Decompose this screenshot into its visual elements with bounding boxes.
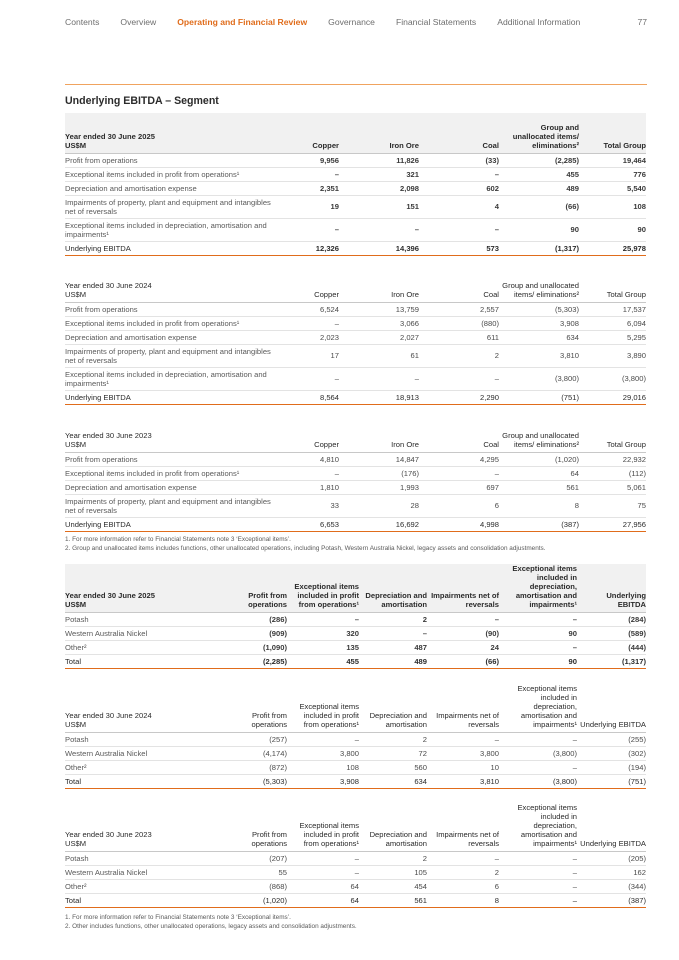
nav-contents[interactable]: Contents — [65, 17, 100, 27]
table-row — [65, 880, 646, 894]
cell-value: 151 — [339, 195, 419, 218]
cell-value: 3,890 — [579, 344, 646, 367]
column-header: Depreciation and amortisation — [359, 684, 427, 733]
total-value: 90 — [499, 655, 577, 669]
row-label: Exceptional items included in depreciation, amortisation and impairments¹ — [65, 367, 277, 390]
cell-value: – — [499, 866, 577, 880]
total-value: 489 — [359, 655, 427, 669]
cell-value: – — [277, 316, 339, 330]
cell-value: 3,908 — [499, 316, 579, 330]
total-value: 27,956 — [579, 517, 646, 531]
table-row — [65, 747, 646, 761]
cell-value: – — [419, 167, 499, 181]
cell-value: (2,285) — [499, 153, 579, 167]
cell-value: 2,098 — [339, 181, 419, 195]
column-header: Total Group — [579, 412, 646, 452]
cell-value: 28 — [339, 494, 419, 517]
table-row — [65, 367, 646, 390]
total-value: 25,978 — [579, 241, 646, 255]
total-value: 573 — [419, 241, 499, 255]
cell-value: 105 — [359, 866, 427, 880]
cell-value: 487 — [359, 641, 427, 655]
cell-value: (5,303) — [499, 302, 579, 316]
cell-value: – — [339, 218, 419, 241]
cell-value: – — [359, 627, 427, 641]
cell-value: – — [427, 613, 499, 627]
total-label: Underlying EBITDA — [65, 241, 277, 255]
column-header: Group and unallocated items/ eliminations² — [499, 113, 579, 153]
cell-value: (33) — [419, 153, 499, 167]
column-header: Copper — [277, 262, 339, 302]
cell-value: 3,800 — [427, 747, 499, 761]
cell-value: 561 — [499, 480, 579, 494]
column-header: Profit from operations — [225, 564, 287, 613]
unit-label: US$M — [65, 600, 87, 609]
cell-value: 33 — [277, 494, 339, 517]
row-label: Exceptional items included in profit from operations¹ — [65, 466, 277, 480]
cell-value: – — [499, 761, 577, 775]
cell-value: 64 — [287, 880, 359, 894]
cell-value: 8 — [499, 494, 579, 517]
cell-value: 321 — [339, 167, 419, 181]
segment-table-2024 — [65, 262, 646, 405]
column-header: Exceptional items included in depreciation, amortisation and impairments¹ — [499, 564, 577, 613]
unit-label: US$M — [65, 140, 87, 150]
column-header: Exceptional items included in depreciation, amortisation and impairments¹ — [499, 803, 577, 852]
cell-value: 6 — [427, 880, 499, 894]
column-header: Exceptional items included in profit from operations¹ — [287, 803, 359, 852]
footnotes-segment — [65, 535, 546, 553]
cell-value: – — [277, 218, 339, 241]
cell-value: 560 — [359, 761, 427, 775]
column-header: Iron Ore — [339, 113, 419, 153]
cell-value: (868) — [225, 880, 287, 894]
total-label: Total — [65, 894, 225, 908]
cell-value: 1,810 — [277, 480, 339, 494]
unit-label: US$M — [65, 839, 87, 848]
cell-value: 90 — [579, 218, 646, 241]
cell-value: 2,023 — [277, 330, 339, 344]
cell-value: 2,027 — [339, 330, 419, 344]
table-row — [65, 761, 646, 775]
cell-value: 2 — [359, 852, 427, 866]
row-label: Western Australia Nickel — [65, 627, 225, 641]
row-label: Western Australia Nickel — [65, 866, 225, 880]
row-label: Other² — [65, 641, 225, 655]
cell-value: – — [419, 218, 499, 241]
header-row — [65, 684, 646, 733]
column-header: Coal — [419, 412, 499, 452]
column-header: Profit from operations — [225, 684, 287, 733]
unit-label: US$M — [65, 289, 87, 299]
total-value: (1,317) — [577, 655, 646, 669]
cell-value: 9,956 — [277, 153, 339, 167]
group-table-2024 — [65, 684, 646, 789]
cell-value: (255) — [577, 733, 646, 747]
cell-value: 11,826 — [339, 153, 419, 167]
cell-value: 17,537 — [579, 302, 646, 316]
total-row — [65, 775, 646, 789]
table-row — [65, 627, 646, 641]
total-row — [65, 390, 646, 404]
column-header: Exceptional items included in depreciation, amortisation and impairments¹ — [499, 684, 577, 733]
column-header: Depreciation and amortisation — [359, 564, 427, 613]
row-label: Profit from operations — [65, 153, 277, 167]
cell-value: (90) — [427, 627, 499, 641]
cell-value: 634 — [499, 330, 579, 344]
total-label: Underlying EBITDA — [65, 517, 277, 531]
total-value: (3,800) — [499, 775, 577, 789]
row-label: Potash — [65, 613, 225, 627]
footnote-1: 1. For more information refer to Financial Statements note 3 ‘Exceptional items’. — [65, 914, 291, 921]
row-label: Impairments of property, plant and equipment and intangibles net of reversals — [65, 344, 277, 367]
year-label: Year ended 30 June 2023 — [65, 430, 152, 440]
cell-value: 2 — [359, 733, 427, 747]
cell-value: 489 — [499, 181, 579, 195]
total-value: 4,998 — [419, 517, 499, 531]
year-header — [65, 262, 277, 302]
total-value: 14,396 — [339, 241, 419, 255]
column-header: Impairments net of reversals — [427, 564, 499, 613]
total-value: 12,326 — [277, 241, 339, 255]
row-label: Potash — [65, 733, 225, 747]
cell-value: (344) — [577, 880, 646, 894]
column-header: Total Group — [579, 262, 646, 302]
cell-value: 320 — [287, 627, 359, 641]
column-header: Total Group — [579, 113, 646, 153]
column-header: Copper — [277, 412, 339, 452]
top-navigation — [65, 14, 647, 30]
total-value: (5,303) — [225, 775, 287, 789]
unit-label: US$M — [65, 720, 87, 729]
row-label: Other² — [65, 880, 225, 894]
column-header: Coal — [419, 262, 499, 302]
cell-value: 776 — [579, 167, 646, 181]
row-label: Profit from operations — [65, 452, 277, 466]
column-header: Impairments net of reversals — [427, 803, 499, 852]
total-value: 6,653 — [277, 517, 339, 531]
cell-value: 2,351 — [277, 181, 339, 195]
table-row — [65, 494, 646, 517]
footnote-2: 2. Group and unallocated items includes functions, other unallocated operations, including Potash, Western Australia Nickel, legacy assets and consolidation adjustments. — [65, 545, 546, 552]
cell-value: 697 — [419, 480, 499, 494]
row-label: Potash — [65, 852, 225, 866]
cell-value: – — [499, 613, 577, 627]
cell-value: – — [499, 733, 577, 747]
table-row — [65, 452, 646, 466]
row-label: Exceptional items included in profit from operations¹ — [65, 316, 277, 330]
cell-value: 6,524 — [277, 302, 339, 316]
year-label: Year ended 30 June 2024 — [65, 280, 152, 290]
cell-value: – — [427, 733, 499, 747]
total-value: 634 — [359, 775, 427, 789]
segment-table-2023 — [65, 412, 646, 532]
cell-value: (589) — [577, 627, 646, 641]
year-header — [65, 113, 277, 153]
header-row — [65, 803, 646, 852]
table-row — [65, 480, 646, 494]
cell-value: (4,174) — [225, 747, 287, 761]
cell-value: 162 — [577, 866, 646, 880]
cell-value: 4,810 — [277, 452, 339, 466]
cell-value: 135 — [287, 641, 359, 655]
segment-table-2025 — [65, 113, 646, 256]
total-value: (66) — [427, 655, 499, 669]
cell-value: 17 — [277, 344, 339, 367]
cell-value: – — [499, 880, 577, 894]
cell-value: – — [287, 733, 359, 747]
cell-value: (286) — [225, 613, 287, 627]
column-header: Exceptional items included in profit from operations¹ — [287, 564, 359, 613]
total-value: (1,020) — [225, 894, 287, 908]
cell-value: 455 — [499, 167, 579, 181]
table-row — [65, 613, 646, 627]
row-label: Depreciation and amortisation expense — [65, 181, 277, 195]
page-title: Underlying EBITDA – Segment — [65, 95, 219, 107]
cell-value: (284) — [577, 613, 646, 627]
total-value: 2,290 — [419, 390, 499, 404]
cell-value: 3,066 — [339, 316, 419, 330]
column-header: Iron Ore — [339, 262, 419, 302]
table-row — [65, 181, 646, 195]
header-row — [65, 564, 646, 613]
table-row — [65, 316, 646, 330]
total-value: (387) — [499, 517, 579, 531]
table-row — [65, 733, 646, 747]
total-value: 8,564 — [277, 390, 339, 404]
cell-value: – — [499, 852, 577, 866]
cell-value: 61 — [339, 344, 419, 367]
total-value: 3,810 — [427, 775, 499, 789]
year-label: Year ended 30 June 2025 — [65, 591, 155, 600]
column-header: Coal — [419, 113, 499, 153]
table-row — [65, 641, 646, 655]
row-label: Impairments of property, plant and equipment and intangibles net of reversals — [65, 195, 277, 218]
cell-value: (1,090) — [225, 641, 287, 655]
cell-value: 22,932 — [579, 452, 646, 466]
cell-value: 2 — [419, 344, 499, 367]
total-value: 8 — [427, 894, 499, 908]
row-label: Impairments of property, plant and equipment and intangibles net of reversals — [65, 494, 277, 517]
cell-value: 64 — [499, 466, 579, 480]
total-value: 29,016 — [579, 390, 646, 404]
column-header: Group and unallocated items/ eliminations² — [499, 412, 579, 452]
cell-value: 602 — [419, 181, 499, 195]
total-value: 3,908 — [287, 775, 359, 789]
cell-value: 1,993 — [339, 480, 419, 494]
cell-value: 3,810 — [499, 344, 579, 367]
cell-value: 2,557 — [419, 302, 499, 316]
total-value: (751) — [577, 775, 646, 789]
total-row — [65, 241, 646, 255]
cell-value: 90 — [499, 218, 579, 241]
table-row — [65, 866, 646, 880]
table-row — [65, 344, 646, 367]
cell-value: 75 — [579, 494, 646, 517]
column-header: Exceptional items included in profit from operations¹ — [287, 684, 359, 733]
cell-value: 4,295 — [419, 452, 499, 466]
cell-value: – — [287, 866, 359, 880]
cell-value: 14,847 — [339, 452, 419, 466]
cell-value: 3,800 — [287, 747, 359, 761]
cell-value: (205) — [577, 852, 646, 866]
group-table-2025 — [65, 564, 646, 669]
column-header: Depreciation and amortisation — [359, 803, 427, 852]
footnote-2: 2. Other includes functions, other unallocated operations, legacy assets and consolidation adjustments. — [65, 923, 357, 930]
nav-additional-information[interactable]: Additional Information — [497, 17, 581, 27]
total-value: 455 — [287, 655, 359, 669]
total-value: 16,692 — [339, 517, 419, 531]
row-label: Depreciation and amortisation expense — [65, 330, 277, 344]
cell-value: – — [277, 367, 339, 390]
total-value: 18,913 — [339, 390, 419, 404]
year-header — [65, 684, 225, 733]
column-header: Underlying EBITDA — [577, 684, 646, 733]
cell-value: 108 — [287, 761, 359, 775]
cell-value: 10 — [427, 761, 499, 775]
cell-value: – — [339, 367, 419, 390]
cell-value: (176) — [339, 466, 419, 480]
cell-value: 13,759 — [339, 302, 419, 316]
cell-value: (872) — [225, 761, 287, 775]
total-label: Total — [65, 775, 225, 789]
cell-value: – — [419, 466, 499, 480]
table-row — [65, 153, 646, 167]
cell-value: 55 — [225, 866, 287, 880]
cell-value: 24 — [427, 641, 499, 655]
column-header: Underlying EBITDA — [577, 803, 646, 852]
nav-operating-financial-review[interactable]: Operating and Financial Review — [177, 17, 308, 27]
year-header — [65, 564, 225, 613]
cell-value: (1,020) — [499, 452, 579, 466]
header-row — [65, 412, 646, 452]
column-header: Iron Ore — [339, 412, 419, 452]
nav-governance[interactable]: Governance — [328, 17, 375, 27]
cell-value: 2 — [427, 866, 499, 880]
year-header — [65, 803, 225, 852]
header-divider — [65, 84, 647, 85]
table-row — [65, 195, 646, 218]
column-header: Profit from operations — [225, 803, 287, 852]
column-header: Copper — [277, 113, 339, 153]
total-value: 561 — [359, 894, 427, 908]
cell-value: – — [287, 852, 359, 866]
cell-value: 19,464 — [579, 153, 646, 167]
cell-value: 611 — [419, 330, 499, 344]
cell-value: (444) — [577, 641, 646, 655]
cell-value: 6 — [419, 494, 499, 517]
cell-value: (194) — [577, 761, 646, 775]
cell-value: (3,800) — [499, 747, 577, 761]
cell-value: 2 — [359, 613, 427, 627]
cell-value: 72 — [359, 747, 427, 761]
cell-value: – — [277, 466, 339, 480]
group-table-2023 — [65, 803, 646, 908]
year-label: Year ended 30 June 2025 — [65, 131, 155, 141]
total-row — [65, 894, 646, 908]
cell-value: (909) — [225, 627, 287, 641]
total-row — [65, 655, 646, 669]
cell-value: (3,800) — [579, 367, 646, 390]
total-value: (1,317) — [499, 241, 579, 255]
total-value: (387) — [577, 894, 646, 908]
table-row — [65, 466, 646, 480]
unit-label: US$M — [65, 439, 87, 449]
table-row — [65, 218, 646, 241]
table-row — [65, 302, 646, 316]
cell-value: 108 — [579, 195, 646, 218]
total-label: Underlying EBITDA — [65, 390, 277, 404]
total-value: (2,285) — [225, 655, 287, 669]
cell-value: (880) — [419, 316, 499, 330]
total-value: – — [499, 894, 577, 908]
nav-financial-statements[interactable]: Financial Statements — [395, 17, 477, 27]
cell-value: (207) — [225, 852, 287, 866]
total-label: Total — [65, 655, 225, 669]
table-row — [65, 167, 646, 181]
cell-value: 5,540 — [579, 181, 646, 195]
total-value: 64 — [287, 894, 359, 908]
cell-value: 4 — [419, 195, 499, 218]
total-row — [65, 517, 646, 531]
row-label: Profit from operations — [65, 302, 277, 316]
year-header — [65, 412, 277, 452]
header-row — [65, 262, 646, 302]
row-label: Western Australia Nickel — [65, 747, 225, 761]
cell-value: 90 — [499, 627, 577, 641]
cell-value: 5,295 — [579, 330, 646, 344]
cell-value: (257) — [225, 733, 287, 747]
footnotes-group — [65, 913, 357, 931]
year-label: Year ended 30 June 2024 — [65, 711, 152, 720]
cell-value: – — [499, 641, 577, 655]
column-header: Underlying EBITDA — [577, 564, 646, 613]
year-label: Year ended 30 June 2023 — [65, 830, 152, 839]
footnote-1: 1. For more information refer to Financial Statements note 3 ‘Exceptional items’. — [65, 536, 291, 543]
table-row — [65, 330, 646, 344]
cell-value: (302) — [577, 747, 646, 761]
row-label: Depreciation and amortisation expense — [65, 480, 277, 494]
table-row — [65, 852, 646, 866]
column-header: Group and unallocated items/ eliminations² — [499, 262, 579, 302]
cell-value: – — [419, 367, 499, 390]
cell-value: – — [287, 613, 359, 627]
page-number: 77 — [637, 17, 647, 27]
cell-value: – — [277, 167, 339, 181]
row-label: Exceptional items included in depreciation, amortisation and impairments¹ — [65, 218, 277, 241]
total-value: (751) — [499, 390, 579, 404]
row-label: Exceptional items included in profit from operations¹ — [65, 167, 277, 181]
column-header: Impairments net of reversals — [427, 684, 499, 733]
cell-value: (66) — [499, 195, 579, 218]
cell-value: (3,800) — [499, 367, 579, 390]
row-label: Other² — [65, 761, 225, 775]
cell-value: – — [427, 852, 499, 866]
cell-value: 454 — [359, 880, 427, 894]
cell-value: 19 — [277, 195, 339, 218]
cell-value: (112) — [579, 466, 646, 480]
header-row — [65, 113, 646, 153]
cell-value: 5,061 — [579, 480, 646, 494]
cell-value: 6,094 — [579, 316, 646, 330]
nav-overview[interactable]: Overview — [120, 17, 157, 27]
